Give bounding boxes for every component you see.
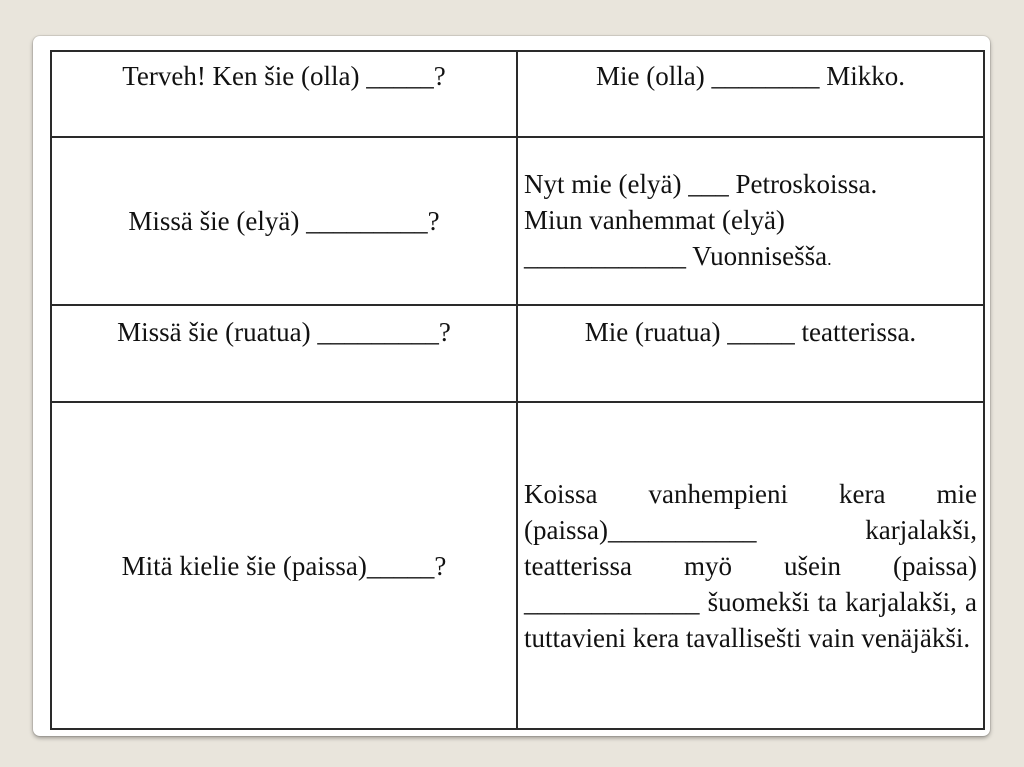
question-cell: Mitä kielie šie (paissa)_____? [51,402,517,729]
table-row [51,137,984,305]
table-row [51,305,984,402]
answer-period: . [827,248,832,269]
table-row [51,51,984,137]
question-cell: Missä šie (ruatua) _________? [51,305,517,402]
answer-line: Nyt mie (elyä) ___ Petroskoissa. [524,168,878,199]
question-cell: Missä šie (elyä) _________? [51,137,517,305]
answer-cell: Mie (olla) ________ Mikko. [517,51,984,137]
question-cell: Terveh! Ken šie (olla) _____? [51,51,517,137]
answer-line [524,238,977,277]
answer-line: Miun vanhemmat (elyä) [524,204,785,235]
slide [33,36,990,736]
table-row [51,402,984,729]
answer-line-text: ____________ Vuonnisešša [524,240,828,271]
answer-cell: Koissa vanhempieni kera mie (paissa)___________ karjalakši, teatterissa myö ušein (paissa) _____________ šuomekši ta karjalakši, a tuttavieni kera tavallisešti vain venäjäkši. [517,402,984,729]
answer-cell: Mie (ruatua) _____ teatterissa. [517,305,984,402]
answer-cell [517,137,984,305]
exercise-table [50,50,985,730]
